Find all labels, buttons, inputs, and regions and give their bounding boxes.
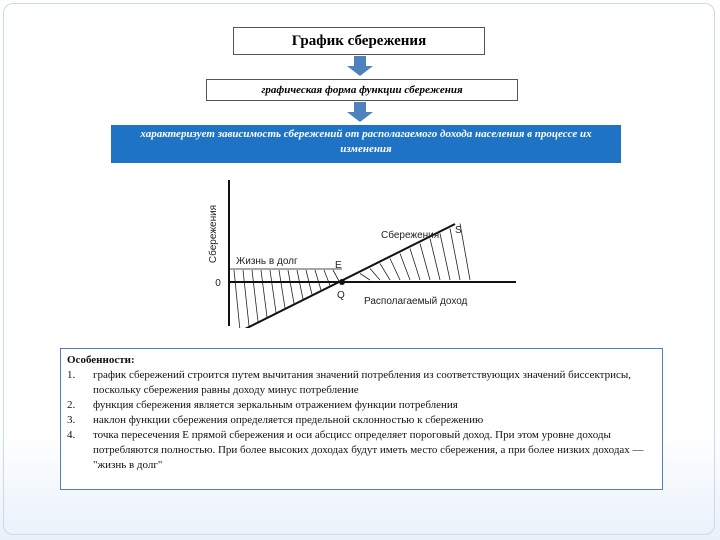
description-box	[111, 125, 621, 163]
origin-label: 0	[215, 278, 221, 289]
feature-item: 4. точка пересечения E прямой сбережения и оси абсцисс определяет пороговый доход. При этом уровне доходы потребляются полностью. При более высоких доходах будут иметь место сбережения, а при более низких доходах — "жизнь в долг"	[67, 429, 644, 471]
page-title: График сбережения	[291, 33, 427, 49]
series-name-label: Сбережения	[381, 230, 440, 241]
subtitle-box	[206, 79, 518, 101]
feature-item: 3. наклон функции сбережения определяется предельной склонностью к сбережению	[67, 414, 484, 426]
feature-item: 2. функция сбережения является зеркальным отражением функции потребления	[67, 399, 458, 411]
series-s-label: S	[455, 225, 462, 236]
features-heading: Особенности:	[67, 354, 135, 366]
q-label: Q	[337, 290, 345, 301]
savings-chart	[200, 176, 520, 328]
savings-chart-svg	[200, 176, 520, 328]
subtitle-text: графическая форма функции сбережения	[261, 84, 463, 96]
intersection-label: E	[335, 260, 342, 271]
y-axis-label: Сбережения	[208, 204, 219, 264]
intersection-point	[339, 279, 345, 285]
description-text: характеризует зависимость сбережений от располагаемого дохода населения в процессе их изменения	[140, 128, 592, 155]
feature-item: 1. график сбережений строится путем вычитания значений потребления из соответствующих значений биссектрисы, поскольку сбережения равны доходу минус потребление	[67, 369, 631, 396]
debt-label: Жизнь в долг	[236, 256, 298, 267]
x-axis-label: Располагаемый доход	[364, 296, 468, 307]
features-list	[67, 368, 656, 473]
chart-background	[200, 176, 520, 328]
title-box	[233, 27, 485, 55]
features-box	[60, 348, 663, 490]
